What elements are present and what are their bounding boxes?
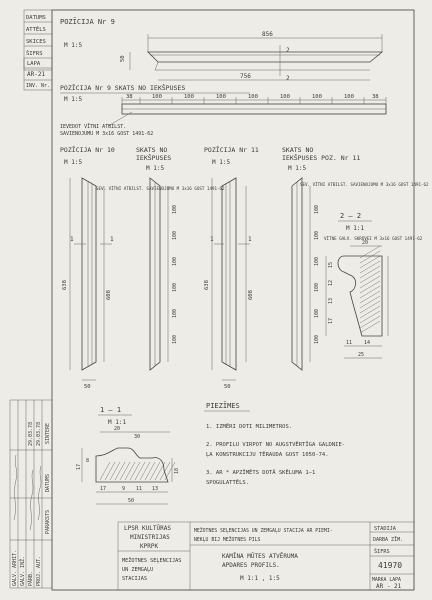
side-stamp-label-0: DATUMS [26,15,46,21]
sec22-dim-h-2: 25 [358,352,365,358]
pos11-note: SEV. VĪTNI ATBILST. SAVIENOJUMU M 3x16 GOST 1491-62 [300,182,429,187]
pos9-scale: M 1:5 [64,42,83,49]
side-stamp-lapa-label: LAPA [27,61,41,67]
side-stamp-role-3: PROJ. AUT. [36,555,42,586]
pos9b-dim-5: 100 [280,94,290,100]
pos10-view-title2: IEKŠPUSES [136,154,172,162]
pos9-height: 50 [120,55,126,62]
tb-part-scale: M 1:1 , 1:5 [240,575,280,582]
sec22-dim-v-2: 13 [328,297,334,304]
pos11-mark-left: 1 [210,236,214,243]
tb-sifrs-value: 41970 [378,561,403,570]
notes-item-1: 2. PROFILU VIRPOT NO AUGSTVĒRTĪGA GALDNIE- [206,442,346,448]
pos10-view-scale: M 1:5 [146,165,165,172]
pos11-total: 638 [204,280,210,290]
pos10-sp-4: 100 [172,308,178,318]
pos10-total: 638 [62,280,68,290]
pos11-inner: 608 [248,290,254,300]
tb-org2-1: UN ZEMGAĻU [122,567,154,573]
tb-part-0: KAMĪNA MŪTES ATVĒRUMA [222,553,298,560]
side-stamp-inv: INV. Nr. [26,83,51,89]
pos10-sp-5: 100 [172,334,178,344]
pos10-sp-0: 100 [172,204,178,214]
notes-item-2: ĻA KONSTRUKCIJU TĒRAUDA GOST 1050-74. [206,452,329,458]
sec22-dim-v-3: 17 [328,317,334,324]
pos11-sp-5: 100 [314,334,320,344]
notes-title: PIEZĪMES [206,402,240,410]
pos9b-dim-7: 100 [344,94,354,100]
pos11-sp-1: 100 [314,230,320,240]
tb-org-2: KPRPK [140,543,159,550]
pos10-title: POZĪCIJA Nr 10 [60,146,115,154]
pos10-view-title: SKATS NO [136,146,168,154]
pos9b-note-2: SAVIENOJUMU M 3x16 GOST 1491-62 [60,131,154,137]
pos9b-note-1: IEVEDOT VĪTNI ATBILST. [60,124,127,130]
side-stamp-col-1: DATUMS [45,473,51,492]
sec22-title: 2 — 2 [340,212,362,220]
pos10-mark-right: 1 [110,236,114,243]
side-stamp-date-0: 29.03.78 [28,421,34,446]
sec11-bottom-2: 11 [136,486,143,492]
sec11-bottom-1: 9 [122,486,126,492]
pos11-scale: M 1:5 [212,159,231,166]
pos9-len-top: 856 [262,31,273,38]
side-stamp-col-0: PARAKSTS [45,509,51,534]
sec11-side-1: 18 [174,467,180,474]
side-stamp-col-2: SINTERE [45,422,51,444]
pos11-sp-0: 100 [314,204,320,214]
side-stamp-role-0: GALV. ARHIT. [12,549,18,586]
sec22-dim-h-0: 11 [346,340,353,346]
pos9b-dim-8: 38 [372,94,379,100]
pos9b-dim-1: 100 [152,94,162,100]
pos9b-dim-6: 100 [312,94,322,100]
side-stamp-lapa-value: AR-21 [27,71,46,78]
side-stamp-label-3: ŠIFRS [26,51,43,57]
side-stamp-role-1: GALV. INŽ. [20,555,26,586]
sec11-left: 8 [86,458,90,464]
sec11-overall: 50 [128,498,135,504]
sec11-bottom-3: 13 [152,486,159,492]
pos9-title: POZĪCIJA Nr 9 [60,18,115,26]
sec11-title: 1 — 1 [100,406,122,414]
tb-sifrs-label: ŠIFRS [374,549,390,555]
sec22-dim-top: 20 [362,240,369,246]
tb-part-1: APDARES PROFILS. [222,562,280,569]
tb-org2-0: MEŽOTNES SEĻENCIJAS [122,558,182,564]
pos11-view-title: SKATS NO [282,146,314,154]
sec11-side-0: 17 [76,463,82,470]
side-stamp-date-1: 29.03.78 [36,421,42,446]
pos9-mark-b: 2 [286,75,290,82]
sec11-top-1: 30 [134,434,141,440]
pos11-sp-2: 100 [314,256,320,266]
pos10-sp-2: 100 [172,256,178,266]
pos11-sp-3: 100 [314,282,320,292]
pos9b-dim-4: 100 [248,94,258,100]
tb-lapa-value: AR - 21 [376,583,402,590]
tb-project-1: NEKĻU BIJ MEŽOTNES PILS [194,538,261,543]
sec22-dim-v-1: 12 [328,279,334,286]
tb-stadija-value: DARBA ZĪM. [373,537,404,543]
sec22-dim-h-1: 14 [364,340,371,346]
pos11-width: 50 [224,384,231,390]
pos11-title: POZĪCIJA Nr 11 [204,146,259,154]
pos10-sp-1: 100 [172,230,178,240]
pos10-scale: M 1:5 [64,159,83,166]
tb-project-0: MEŽOTNES SEĻENCIJAS UN ZEMGAĻU STACIJA AR PIEMI- [194,529,333,534]
side-stamp-label-2: SKICES [26,39,46,45]
pos9-len-bottom: 756 [240,73,251,80]
sec11-bottom-0: 17 [100,486,107,492]
pos9b-dim-2: 100 [184,94,194,100]
notes-item-3: 3. AR * APZĪMĒTS DOTĀ SKĒLUMA 1—1 [206,470,316,476]
sec11-top-0: 20 [114,426,121,432]
pos9-mark-a: 2 [286,47,290,54]
pos9b-title: POZĪCIJA Nr 9 SKATS NO IEKŠPUSES [60,84,186,92]
pos10-note: SEV. VĪTNI ATBILST. SAVIENOJUMU M 3x16 GOST 1491-62 [96,186,225,191]
tb-org-1: MINISTRIJAS [130,534,170,541]
pos9b-scale: M 1:5 [64,96,83,103]
tb-lapa-label: MARKA LAPA [372,578,401,583]
pos11-mark-right: 1 [248,236,252,243]
notes-item-4: SPOGULATTĒLS. [206,480,250,486]
side-stamp-label-1: ATTĒLS [26,27,46,33]
pos10-sp-3: 100 [172,282,178,292]
side-stamp-role-2: PĀRB. [28,570,34,586]
tb-org2-2: STACIJAS [122,576,147,582]
sec22-scale: M 1:1 [346,225,365,232]
pos9b-dim-3: 100 [216,94,226,100]
tb-org-0: LPSR KULTŪRAS [124,525,171,532]
pos10-width: 50 [84,384,91,390]
pos11-view-title2: IEKŠPUSES POZ. Nr 11 [282,154,361,162]
pos11-view-scale: M 1:5 [288,165,307,172]
pos11-sp-4: 100 [314,308,320,318]
sec22-note: VĪTNE GALV. SKRŪVEI M 3x16 GOST 1491-62 [324,236,423,241]
sec11-scale: M 1:1 [108,419,127,426]
pos10-inner: 608 [106,290,112,300]
notes-item-0: 1. IZMĒRI DOTI MILIMETROS. [206,424,293,430]
sec22-dim-v-0: 15 [328,261,334,268]
pos9b-dim-0: 38 [126,94,133,100]
tb-stadija-label: STADIJA [374,526,396,532]
pos10-mark-left: 1 [70,236,74,243]
